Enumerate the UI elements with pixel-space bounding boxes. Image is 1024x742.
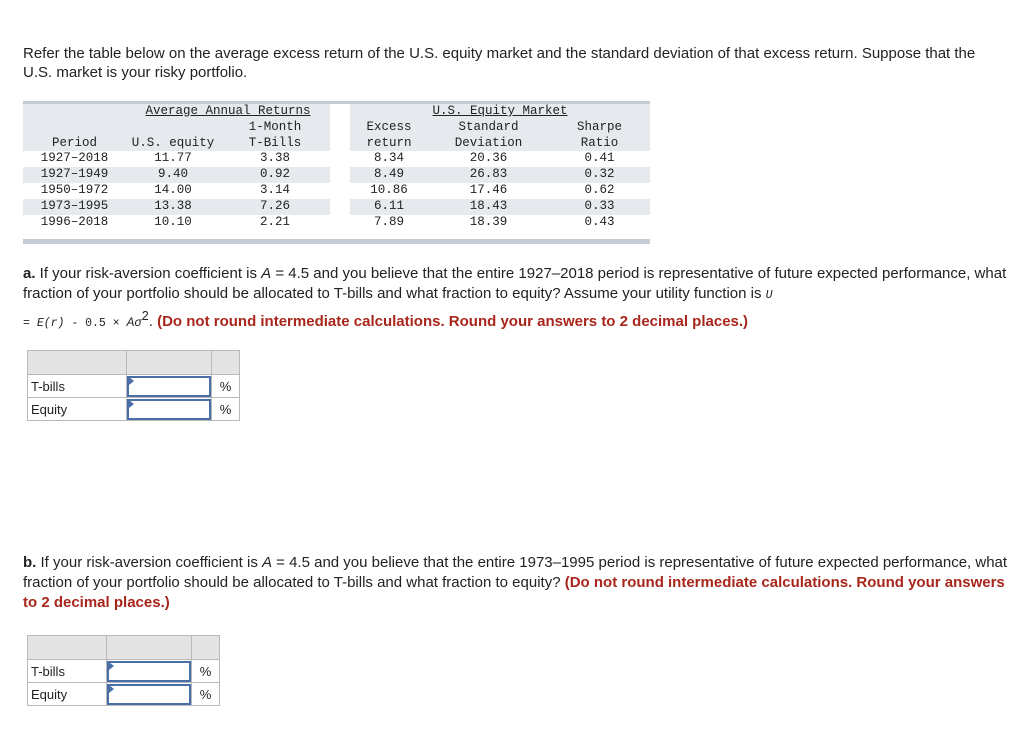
answer-table-a — [27, 350, 240, 421]
group-header-us-equity-market: U.S. Equity Market — [350, 104, 650, 120]
equity-input-a[interactable] — [127, 399, 211, 420]
question-b: b. If your risk-aversion coefficient is A = 4.5 and you believe that the entire 1973–1995 period is representative of future expected performance, what fraction of your portfolio should be allocated to T-bills and what fraction to equity? (Do not round intermediate calculations. Round your answers to 2 decimal places.) — [23, 554, 1008, 611]
equity-input-b[interactable] — [107, 684, 191, 705]
percent-unit: % — [192, 660, 220, 683]
header-excess-line1: Excess — [350, 120, 428, 136]
answer-row-tbills — [28, 375, 240, 398]
header-sd-line1: Standard — [428, 120, 549, 136]
tbills-label: T-bills — [28, 375, 127, 398]
table-bottom-rule — [23, 239, 650, 244]
header-us-equity: U.S. equity — [126, 136, 220, 152]
table-row: 1927–1949 9.40 0.92 8.49 26.83 0.32 — [23, 167, 650, 183]
question-a-instruction: (Do not round intermediate calculations. Round your answers to 2 decimal places.) — [157, 313, 749, 330]
question-a-label: a. — [23, 265, 36, 282]
table-header-row-1 — [23, 104, 650, 120]
answer-table-header — [28, 351, 240, 375]
header-excess-line2: return — [350, 136, 428, 152]
equity-label: Equity — [28, 683, 107, 706]
answer-table-header — [28, 636, 220, 660]
table-row: 1973–1995 13.38 7.26 6.11 18.43 0.33 — [23, 199, 650, 215]
table-row: 1927–2018 11.77 3.38 8.34 20.36 0.41 — [40, 151, 615, 166]
percent-unit: % — [212, 375, 240, 398]
returns-data-table — [23, 104, 650, 230]
header-sharpe-line1: Sharpe — [549, 120, 650, 136]
tbills-label: T-bills — [28, 660, 107, 683]
table-row: 1996–2018 10.10 2.21 7.89 18.39 0.43 — [40, 214, 615, 229]
header-period: Period — [23, 136, 126, 152]
percent-unit: % — [212, 398, 240, 421]
returns-table — [23, 101, 650, 244]
header-sharpe-line2: Ratio — [549, 136, 650, 152]
answer-row-equity — [28, 683, 220, 706]
table-header-row-3 — [23, 136, 650, 152]
equity-label: Equity — [28, 398, 127, 421]
answer-row-tbills — [28, 660, 220, 683]
table-header-row-2 — [23, 120, 650, 136]
question-b-label: b. — [23, 554, 37, 571]
tbills-input-a[interactable] — [127, 376, 211, 397]
percent-unit: % — [192, 683, 220, 706]
question-a: a. If your risk-aversion coefficient is A = 4.5 and you believe that the entire 1927–2018 period is representative of future expected performance, what fraction of your portfolio should be allocated to T-bills and what fraction to equity? Assume your utility function is U = $E(r) - 0.5 \times A\sigma^2$. (Do not round intermediate calculations. Round your answers to 2 decimal places.) — [23, 265, 1007, 330]
header-tbills-line1: 1-Month — [220, 120, 330, 136]
table-row: 1950–1972 14.00 3.14 10.86 17.46 0.62 — [40, 182, 615, 197]
answer-row-equity — [28, 398, 240, 421]
tbills-input-b[interactable] — [107, 661, 191, 682]
header-sd-line2: Deviation — [428, 136, 549, 152]
question-b-instruction: (Do not round intermediate calculations. Round your answers to 2 decimal places.) — [23, 574, 1005, 611]
header-tbills-line2: T-Bills — [220, 136, 330, 152]
intro-text: Refer the table below on the average excess return of the U.S. equity market and the standard deviation of that excess return. Suppose that the U.S. market is your risky portfolio. — [23, 45, 976, 81]
answer-table-b — [27, 635, 220, 706]
group-header-average-annual-returns: Average Annual Returns — [126, 104, 330, 120]
utility-formula: = E(r) - 0.5 × — [23, 317, 127, 330]
